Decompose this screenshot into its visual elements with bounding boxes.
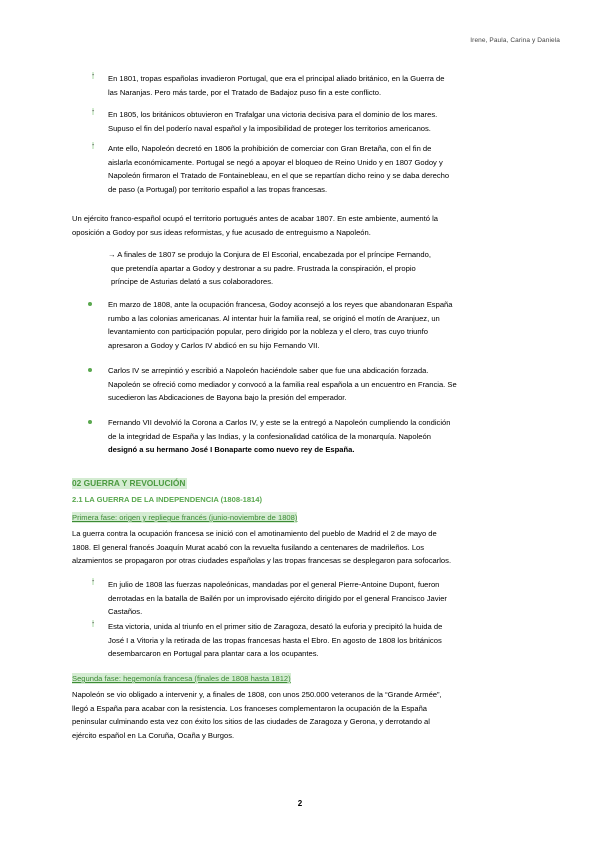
dash-bullet-marker: -: [92, 578, 95, 585]
text-line: las Naranjas. Pero más tarde, por el Tratado de Badajoz puso fin a este conflicto.: [108, 87, 382, 97]
dash-bullet-marker: -: [92, 142, 95, 149]
text-line: 1808. El general francés Joaquín Murat acabó con la revuelta fusilando a centenares de madrileños. Los: [72, 542, 425, 552]
section-title: 02 GUERRA Y REVOLUCIÓN: [72, 478, 186, 488]
text-line: En 1801, tropas españolas invadieron Portugal, que era el principal aliado británico, en la Guerra de: [108, 74, 445, 83]
text-line: de la integridad de España y las Indias, y la confesionalidad católica de la monarquía. Napoleón: [108, 431, 431, 441]
text-line: En julio de 1808 las fuerzas napoleónicas, mandadas por el general Pierre-Antoine Dupont, fueron: [108, 580, 440, 589]
text-line: peninsular culminando esta vez con éxito los sitios de las ciudades de Zaragoza y Gerona, y derrotando al: [72, 717, 430, 727]
paragraph: [72, 527, 532, 568]
text-line: Castaños.: [108, 607, 143, 617]
text-line: desembarcaron en Portugal para plantar cara a los ocupantes.: [108, 649, 319, 659]
phase-heading: Primera fase: origen y repliegue francés (junio-noviembre de 1808): [72, 513, 298, 522]
subsection-title: 2.1 LA GUERRA DE LA INDEPENDENCIA (1808-1814): [72, 495, 263, 504]
text-line: sucedieron las Abdicaciones de Bayona bajo la presión del emperador.: [108, 393, 347, 403]
text-line: alzamientos se propagaron por otras ciudades españolas y las tropas francesas se desplegaron para sofocarlos.: [72, 556, 452, 566]
arrow-paragraph: [108, 248, 508, 289]
bullet-dot-icon: [88, 420, 92, 424]
text-line: La guerra contra la ocupación francesa se inició con el amotinamiento del pueblo de Madrid el 2 de mayo de: [72, 529, 437, 538]
text-line: En marzo de 1808, ante la ocupación francesa, Godoy aconsejó a los reyes que abandonaran España: [108, 300, 453, 309]
dash-bullet-marker: -: [92, 72, 95, 79]
dash-bullet-marker: -: [92, 108, 95, 115]
text-line: Supuso el fin del poderío naval español y la imposibilidad de proteger los territorios americanos.: [108, 123, 431, 133]
text-line: de paso (a Portugal) por territorio español a las tropas francesas.: [108, 184, 328, 194]
text-line: En 1805, los británicos obtuvieron en Trafalgar una victoria decisiva para el dominio de los mares.: [108, 110, 438, 119]
text-line: Un ejército franco-español ocupó el territorio portugués antes de acabar 1807. En este ambiente, aumentó la: [72, 214, 438, 223]
text-line: Fernando VII devolvió la Corona a Carlos IV, y este se la entregó a Napoleón cumpliendo la condición: [108, 418, 451, 427]
text-line: Napoleón se vio obligado a intervenir y, a finales de 1808, con unos 250.000 veteranos de la “Grande Armée”,: [72, 690, 442, 699]
text-line: derrotadas en la batalla de Bailén por un improvisado ejército dirigido por el general Francisco Javier: [108, 593, 447, 603]
paragraph: [72, 688, 532, 742]
text-line: designó a su hermano José I Bonaparte como nuevo rey de España.: [108, 445, 355, 455]
text-line: Ante ello, Napoleón decretó en 1806 la prohibición de comerciar con Gran Bretaña, con el fin de: [108, 144, 432, 153]
text-line: Carlos IV se arrepintió y escribió a Napoleón haciéndole saber que fue una abdicación forzada.: [108, 366, 429, 375]
page-header-authors: Irene, Paula, Carina y Daniela: [470, 37, 560, 44]
text-line: José I a Vitoria y la retirada de las tropas francesas hasta el Ebro. En agosto de 1808 los británicos: [108, 635, 442, 645]
text-line: apresaron a Godoy y Carlos IV abdicó en su hijo Fernando VII.: [108, 340, 320, 350]
text-line: llegó a España para acabar con la resistencia. Los franceses complementaron la ocupación de la España: [72, 703, 428, 713]
phase-heading: Segunda fase: hegemonía francesa (finales de 1808 hasta 1812): [72, 674, 291, 683]
text-line: que pretendía apartar a Godoy y destronar a su padre. Frustrada la conspiración, el propio: [111, 263, 416, 273]
dash-bullet-marker: -: [92, 620, 95, 627]
paragraph: [72, 212, 532, 239]
text-line: levantamiento con participación popular, pero dirigido por la nobleza y el clero, tras cuyo triunfo: [108, 327, 428, 337]
text-line: → A finales de 1807 se produjo la Conjura de El Escorial, encabezada por el príncipe Fernando,: [108, 250, 431, 259]
text-line: Esta victoria, unida al triunfo en el primer sitio de Zaragoza, desató la euforia y precipitó la huida de: [108, 622, 443, 631]
text-line: Napoleón se ofreció como mediador y convocó a la familia real española a un encuentro en Francia. Se: [108, 379, 457, 389]
text-line: Napoleón firmaron el Tratado de Fontainebleau, en el que se repartían dicho reino y se daba derecho: [108, 171, 450, 181]
text-line: aislarla económicamente. Portugal se negó a apoyar el bloqueo de Reino Unido y en 1807 Godoy y: [108, 157, 443, 167]
text-line: oposición a Godoy por sus ideas reformistas, y fue acusado de entreguismo a Napoleón.: [72, 227, 371, 237]
text-line: príncipe de Asturias delató a sus colaboradores.: [111, 277, 274, 287]
bullet-dot-icon: [88, 302, 92, 306]
text-line: rumbo a las colonias americanas. Al intentar huir la familia real, se originó el motín de Aranjuez, un: [108, 313, 440, 323]
bullet-dot-icon: [88, 368, 92, 372]
text-line: ejército español en La Coruña, Ocaña y Burgos.: [72, 730, 235, 740]
page-number: 2: [297, 799, 303, 808]
